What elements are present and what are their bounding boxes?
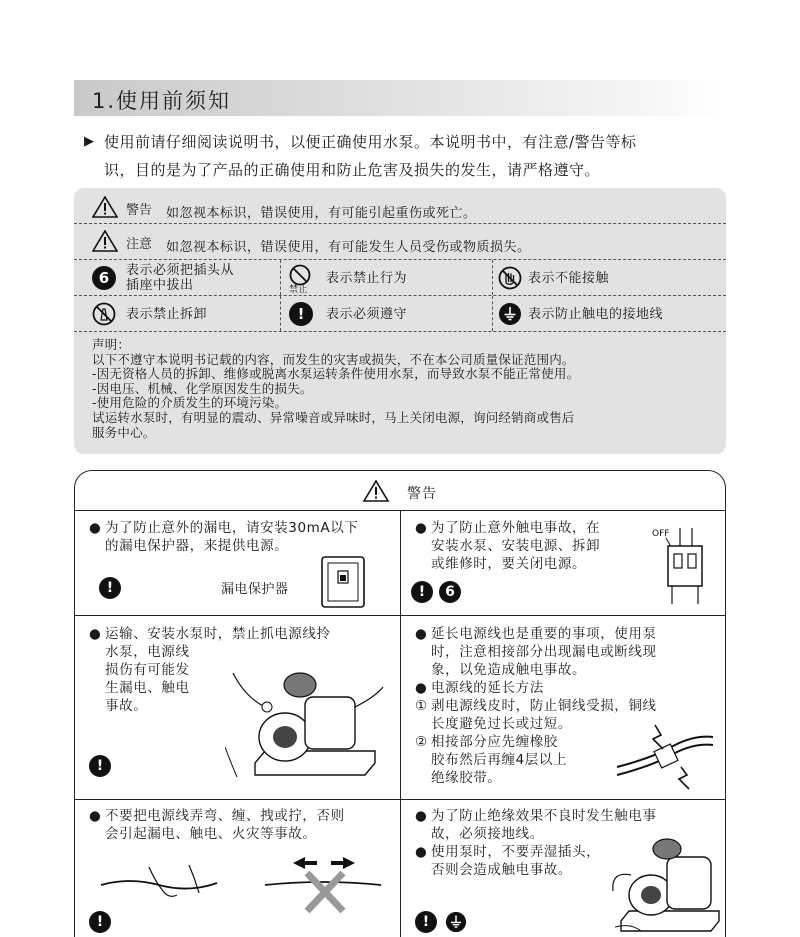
statement-line: -因无资格人员的拆卸、维修或脱离水泵运转条件使用水泵，而导致水泵不能正常使用。	[92, 366, 580, 382]
item-line: 损伤有可能发	[105, 662, 190, 678]
item-line: 不要把电源线弄弯、缠、拽或拧，否则	[105, 808, 345, 824]
warning-item-wet-plug: ● 使用泵时，不要弄湿插头， 否则会造成触电事故。	[415, 843, 635, 879]
warning-triangle-icon	[363, 480, 389, 502]
notice-panel	[74, 188, 726, 454]
no-touch-icon	[498, 266, 522, 290]
symbol-unplug-line1: 表示必须把插头从	[126, 263, 235, 278]
symbol-ground-text: 表示防止触电的接地线	[528, 307, 664, 322]
cable-splice-illustration	[615, 717, 715, 791]
extension-step-2: ② 相接部分应先缠橡胶 胶布然后再缠4层以上 绝缘胶带。	[415, 733, 615, 787]
extension-step-1: ① 剥电源线皮时，防止铜线受损，铜线 长度避免过长或过短。	[415, 697, 715, 733]
item-line: 长度避免过长或过短。	[431, 716, 572, 732]
no-disassembly-icon	[92, 302, 116, 326]
arrow-bullet-icon: ▶	[84, 134, 95, 149]
extension-method: ● 电源线的延长方法	[415, 679, 715, 697]
symbol-no-disassembly-text: 表示禁止拆卸	[126, 307, 208, 322]
switch-off-label: OFF	[652, 529, 670, 539]
unplug-icon: 6	[439, 581, 461, 603]
warning-box	[74, 470, 726, 937]
item-line: 延长电源线也是重要的事项，使用泵	[431, 626, 657, 642]
item-line: 水泵，电源线	[105, 644, 190, 660]
statement-line: 服务中心。	[92, 424, 156, 440]
ground-wire-icon	[498, 302, 522, 326]
intro-paragraph	[84, 128, 734, 184]
item-line: 会引起漏电、触电、火灾等事故。	[105, 826, 317, 842]
cable-pull-prohibited-illustration	[263, 855, 383, 915]
item-line: 为了防止意外触电事故，在	[431, 520, 601, 536]
cable-twist-illustration	[99, 855, 219, 905]
intro-line-1: 使用前请仔细阅读说明书，以便正确使用水泵。本说明书中，有注意/警告等标	[104, 133, 637, 151]
intro-line-2: 识，目的是为了产品的正确使用和防止危害及损失的发生，请严格遵守。	[104, 161, 601, 179]
warning-triangle-icon	[92, 196, 118, 218]
warning-item-ground: ● 为了防止绝缘效果不良时发生触电事 故，必须接地线。	[415, 807, 715, 843]
warning-label: 警告	[126, 203, 153, 218]
statement-heading: 声明：	[92, 337, 131, 352]
symbol-row-1	[74, 260, 726, 296]
warning-item-cable-carry: ● 运输、安装水泵时，禁止抓电源线拎 水泵，电源线 损伤有可能发 生漏电、触电 事故。	[89, 625, 389, 715]
warning-item-power-off: ● 为了防止意外触电事故，在 安装水泵、安装电源、拆卸 或维修时，要关闭电源。	[415, 519, 645, 573]
pump-carry-illustration	[225, 667, 385, 785]
item-line: 为了防止绝缘效果不良时发生触电事	[431, 808, 657, 824]
item-line: 象，以免造成触电事故。	[431, 662, 587, 678]
leakage-breaker-illustration	[320, 555, 366, 609]
item-line: 生漏电、触电	[105, 680, 190, 696]
symbol-must-comply-text: 表示必须遵守	[326, 307, 408, 322]
item-line: 故，必须接地线。	[431, 826, 544, 842]
symbol-no-touch-text: 表示不能接触	[528, 271, 610, 286]
caution-label: 注意	[126, 237, 153, 252]
statement-block	[92, 338, 717, 440]
item-line: 时，注意相接部分出现漏电或断线现	[431, 644, 657, 660]
item-line: 胶布然后再缠4层以上	[431, 752, 568, 768]
item-line: 剥电源线皮时，防止铜线受损，铜线	[431, 698, 657, 714]
item-line: 绝缘胶带。	[431, 770, 502, 786]
must-comply-icon: !	[89, 911, 111, 933]
must-comply-icon: !	[89, 755, 111, 777]
item-line: 相接部分应先缠橡胶	[431, 734, 558, 750]
statement-line: -使用危险的介质发生的环境污染。	[92, 395, 288, 411]
item-line: 运输、安装水泵时，禁止抓电源线拎	[105, 626, 331, 642]
breaker-caption: 漏电保护器	[221, 582, 289, 597]
symbol-prohibited-text: 表示禁止行为	[326, 271, 408, 286]
item-line: 或维修时，要关闭电源。	[431, 556, 587, 572]
must-comply-icon: !	[99, 577, 121, 599]
warning-row	[74, 188, 726, 224]
caution-triangle-icon	[92, 230, 118, 252]
ground-wire-icon	[445, 911, 467, 933]
item-line: 否则会造成触电事故。	[431, 862, 572, 878]
warning-item-leakage: ● 为了防止意外的漏电，请安装30mA以下 的漏电保护器，来提供电源。	[89, 519, 389, 555]
extension-method-heading: 电源线的延长方法	[431, 680, 544, 696]
prohibited-icon	[289, 264, 311, 286]
caution-row	[74, 224, 726, 260]
warning-item-extension-cable: ● 延长电源线也是重要的事项，使用泵 时，注意相接部分出现漏电或断线现 象，以免造成触电事故。	[415, 625, 715, 679]
prohibited-caption: 禁止	[289, 285, 309, 295]
warning-text: 如忽视本标识，错误使用，有可能引起重伤或死亡。	[166, 206, 477, 221]
symbol-unplug-line2: 插座中拔出	[126, 278, 194, 293]
must-comply-icon: !	[415, 911, 437, 933]
must-comply-icon: !	[289, 302, 313, 326]
unplug-icon: 6	[92, 266, 116, 290]
statement-line: -因电压、机械、化学原因发生的损失。	[92, 380, 313, 396]
pump-wet-illustration	[611, 831, 721, 937]
section-title: 1.使用前须知	[92, 89, 232, 113]
item-line: 事故。	[105, 698, 148, 714]
warning-box-header	[75, 471, 725, 511]
power-switch-illustration	[650, 526, 712, 606]
item-line: 的漏电保护器，来提供电源。	[105, 538, 289, 554]
symbol-row-2	[74, 296, 726, 332]
statement-line: 试运转水泵时，有明显的震动、异常噪音或异味时，马上关闭电源，询问经销商或售后	[92, 409, 575, 425]
item-line: 为了防止意外的漏电，请安装30mA以下	[105, 520, 359, 536]
statement-line: 以下不遵守本说明书记载的内容，而发生的灾害或损失，不在本公司质量保证范围内。	[92, 351, 575, 367]
item-line: 使用泵时，不要弄湿插头，	[431, 844, 601, 860]
must-comply-icon: !	[411, 581, 433, 603]
warning-item-cable-bend: ● 不要把电源线弄弯、缠、拽或拧，否则 会引起漏电、触电、火灾等事故。	[89, 807, 389, 843]
warning-box-title: 警告	[407, 486, 437, 502]
caution-text: 如忽视本标识，错误使用，有可能发生人员受伤或物质损失。	[166, 240, 531, 255]
item-line: 安装水泵、安装电源、拆卸	[431, 538, 601, 554]
section-title-bar	[74, 80, 724, 116]
